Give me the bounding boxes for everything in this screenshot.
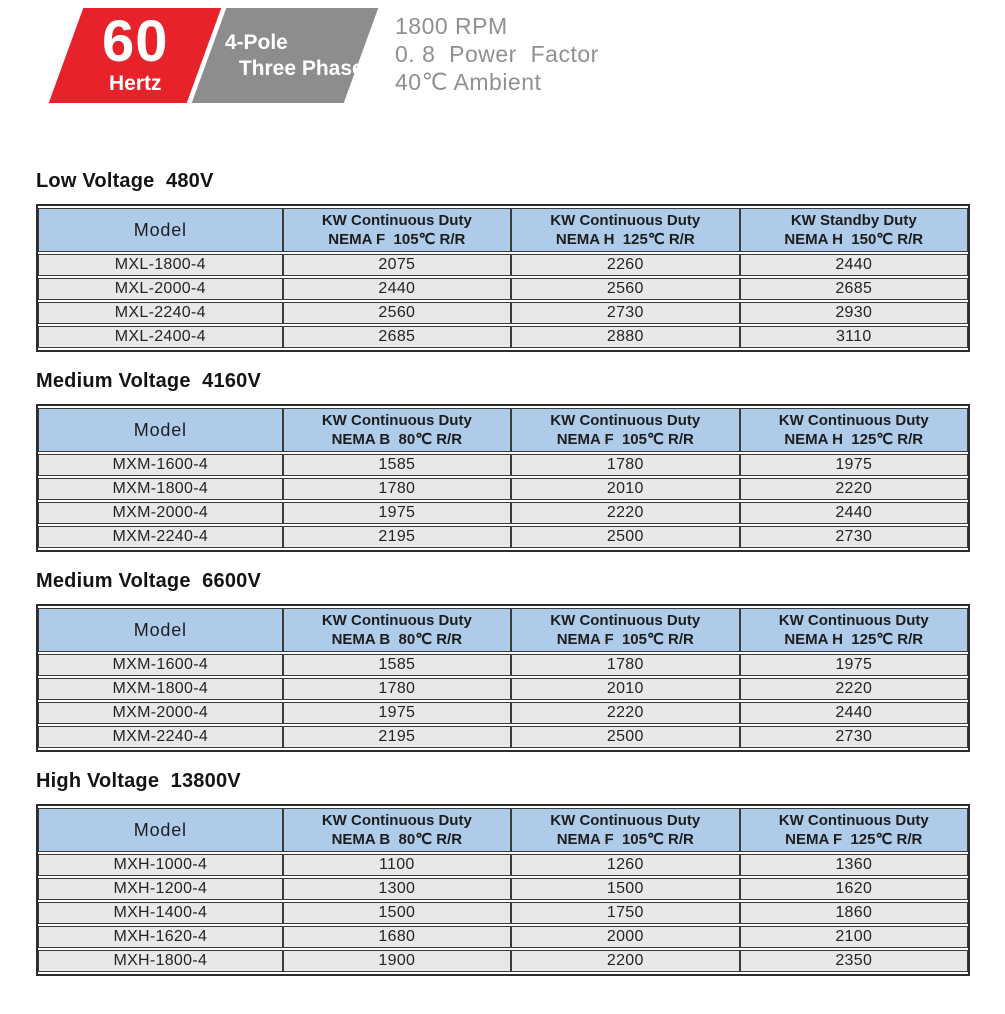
kw-value-cell: 2220 bbox=[511, 702, 739, 724]
model-cell: MXL-2400-4 bbox=[38, 326, 283, 348]
frequency-unit: Hertz bbox=[108, 72, 162, 95]
kw-value-cell: 2440 bbox=[740, 702, 969, 724]
table-row bbox=[38, 726, 968, 748]
kw-value-cell: 1975 bbox=[740, 654, 969, 676]
table-row bbox=[38, 478, 968, 500]
table-row bbox=[38, 902, 968, 924]
frequency-value: 60 bbox=[101, 9, 169, 74]
kw-value-cell: 2440 bbox=[740, 254, 969, 276]
model-cell: MXM-2240-4 bbox=[38, 726, 283, 748]
model-column-header: Model bbox=[38, 208, 283, 252]
low-voltage-table bbox=[38, 206, 968, 350]
kw-value-cell: 1585 bbox=[283, 454, 511, 476]
pole-phase-badge bbox=[192, 8, 379, 103]
model-cell: MXL-2240-4 bbox=[38, 302, 283, 324]
spec-list bbox=[395, 12, 599, 96]
kw-value-cell: 1780 bbox=[511, 654, 739, 676]
rpm-spec: 1800 RPM bbox=[395, 13, 508, 39]
model-cell: MXH-1800-4 bbox=[38, 950, 283, 972]
kw-value-cell: 1900 bbox=[283, 950, 511, 972]
kw-value-cell: 1975 bbox=[740, 454, 969, 476]
kw-value-cell: 2730 bbox=[740, 726, 969, 748]
kw-value-cell: 3110 bbox=[740, 326, 969, 348]
kw-value-cell: 2685 bbox=[740, 278, 969, 300]
kw-value-cell: 2880 bbox=[511, 326, 739, 348]
table-row bbox=[38, 254, 968, 276]
table-row bbox=[38, 854, 968, 876]
high-voltage-table bbox=[38, 806, 968, 974]
section-heading-high-voltage: High Voltage 13800V bbox=[36, 770, 241, 792]
model-cell: MXH-1000-4 bbox=[38, 854, 283, 876]
kw-value-cell: 1780 bbox=[283, 478, 511, 500]
kw-value-cell: 2010 bbox=[511, 478, 739, 500]
model-cell: MXM-1800-4 bbox=[38, 678, 283, 700]
kw-value-cell: 2730 bbox=[740, 526, 969, 548]
model-cell: MXM-1600-4 bbox=[38, 654, 283, 676]
kw-value-cell: 1500 bbox=[511, 878, 739, 900]
table-row bbox=[38, 654, 968, 676]
kw-column-header: KW Continuous Duty NEMA F 105℃ R/R bbox=[511, 808, 739, 852]
header-row bbox=[38, 808, 968, 852]
kw-column-header: KW Standby Duty NEMA H 150℃ R/R bbox=[740, 208, 969, 252]
kw-value-cell: 2930 bbox=[740, 302, 969, 324]
kw-value-cell: 1260 bbox=[511, 854, 739, 876]
section-heading-medium-voltage-6600: Medium Voltage 6600V bbox=[36, 570, 262, 592]
kw-value-cell: 2000 bbox=[511, 926, 739, 948]
kw-value-cell: 2685 bbox=[283, 326, 511, 348]
table-row bbox=[38, 926, 968, 948]
kw-value-cell: 1360 bbox=[740, 854, 969, 876]
model-cell: MXM-2000-4 bbox=[38, 702, 283, 724]
section-heading-low-voltage: Low Voltage 480V bbox=[36, 170, 214, 192]
kw-value-cell: 2220 bbox=[740, 478, 969, 500]
medium-voltage-6600-section bbox=[0, 570, 1005, 752]
medium-voltage-4160-table-frame bbox=[36, 404, 970, 552]
table-row bbox=[38, 878, 968, 900]
kw-column-header: KW Continuous Duty NEMA H 125℃ R/R bbox=[511, 208, 739, 252]
header-row bbox=[38, 608, 968, 652]
kw-value-cell: 2500 bbox=[511, 526, 739, 548]
high-voltage-table-frame bbox=[36, 804, 970, 976]
kw-value-cell: 1780 bbox=[511, 454, 739, 476]
kw-value-cell: 2730 bbox=[511, 302, 739, 324]
kw-column-header: KW Continuous Duty NEMA F 105℃ R/R bbox=[511, 408, 739, 452]
model-cell: MXH-1200-4 bbox=[38, 878, 283, 900]
table-row bbox=[38, 502, 968, 524]
kw-value-cell: 2440 bbox=[740, 502, 969, 524]
badge-group bbox=[0, 8, 364, 103]
page-header bbox=[0, 0, 1005, 104]
table-row bbox=[38, 702, 968, 724]
kw-value-cell: 1975 bbox=[283, 702, 511, 724]
kw-value-cell: 1680 bbox=[283, 926, 511, 948]
kw-value-cell: 2075 bbox=[283, 254, 511, 276]
kw-value-cell: 1100 bbox=[283, 854, 511, 876]
phase-label: Three Phase bbox=[239, 56, 364, 80]
kw-value-cell: 2260 bbox=[511, 254, 739, 276]
kw-value-cell: 1585 bbox=[283, 654, 511, 676]
kw-value-cell: 2440 bbox=[283, 278, 511, 300]
kw-value-cell: 2560 bbox=[511, 278, 739, 300]
kw-value-cell: 2220 bbox=[740, 678, 969, 700]
model-cell: MXL-2000-4 bbox=[38, 278, 283, 300]
model-cell: MXM-2000-4 bbox=[38, 502, 283, 524]
kw-value-cell: 2220 bbox=[511, 502, 739, 524]
model-cell: MXM-1600-4 bbox=[38, 454, 283, 476]
table-row bbox=[38, 678, 968, 700]
header-row bbox=[38, 208, 968, 252]
kw-column-header: KW Continuous Duty NEMA F 105℃ R/R bbox=[511, 608, 739, 652]
kw-column-header: KW Continuous Duty NEMA B 80℃ R/R bbox=[283, 408, 511, 452]
kw-value-cell: 2010 bbox=[511, 678, 739, 700]
kw-column-header: KW Continuous Duty NEMA F 105℃ R/R bbox=[283, 208, 511, 252]
kw-value-cell: 2100 bbox=[740, 926, 969, 948]
power-factor-spec: 0. 8 Power Factor bbox=[395, 41, 599, 67]
kw-value-cell: 1860 bbox=[740, 902, 969, 924]
kw-column-header: KW Continuous Duty NEMA F 125℃ R/R bbox=[740, 808, 969, 852]
medium-voltage-6600-table-frame bbox=[36, 604, 970, 752]
model-column-header: Model bbox=[38, 608, 283, 652]
medium-voltage-4160-section bbox=[0, 370, 1005, 552]
pole-label: 4-Pole bbox=[225, 30, 289, 54]
kw-value-cell: 1500 bbox=[283, 902, 511, 924]
medium-voltage-4160-table bbox=[38, 406, 968, 550]
kw-column-header: KW Continuous Duty NEMA H 125℃ R/R bbox=[740, 608, 969, 652]
model-cell: MXH-1620-4 bbox=[38, 926, 283, 948]
kw-value-cell: 1975 bbox=[283, 502, 511, 524]
kw-value-cell: 2200 bbox=[511, 950, 739, 972]
table-row bbox=[38, 526, 968, 548]
frequency-badge bbox=[49, 8, 222, 103]
model-cell: MXM-2240-4 bbox=[38, 526, 283, 548]
kw-column-header: KW Continuous Duty NEMA B 80℃ R/R bbox=[283, 608, 511, 652]
kw-value-cell: 2560 bbox=[283, 302, 511, 324]
kw-value-cell: 1750 bbox=[511, 902, 739, 924]
kw-value-cell: 1780 bbox=[283, 678, 511, 700]
section-heading-medium-voltage-4160: Medium Voltage 4160V bbox=[36, 370, 262, 392]
table-row bbox=[38, 950, 968, 972]
medium-voltage-6600-table bbox=[38, 606, 968, 750]
model-cell: MXM-1800-4 bbox=[38, 478, 283, 500]
low-voltage-table-frame bbox=[36, 204, 970, 352]
table-row bbox=[38, 454, 968, 476]
ambient-spec: 40℃ Ambient bbox=[395, 69, 542, 95]
kw-value-cell: 1300 bbox=[283, 878, 511, 900]
table-row bbox=[38, 278, 968, 300]
header-row bbox=[38, 408, 968, 452]
kw-value-cell: 2500 bbox=[511, 726, 739, 748]
model-cell: MXL-1800-4 bbox=[38, 254, 283, 276]
table-row bbox=[38, 302, 968, 324]
model-cell: MXH-1400-4 bbox=[38, 902, 283, 924]
model-column-header: Model bbox=[38, 808, 283, 852]
kw-value-cell: 2195 bbox=[283, 726, 511, 748]
kw-column-header: KW Continuous Duty NEMA H 125℃ R/R bbox=[740, 408, 969, 452]
kw-value-cell: 2350 bbox=[740, 950, 969, 972]
kw-value-cell: 2195 bbox=[283, 526, 511, 548]
high-voltage-section bbox=[0, 770, 1005, 976]
kw-value-cell: 1620 bbox=[740, 878, 969, 900]
model-column-header: Model bbox=[38, 408, 283, 452]
table-row bbox=[38, 326, 968, 348]
kw-column-header: KW Continuous Duty NEMA B 80℃ R/R bbox=[283, 808, 511, 852]
low-voltage-section bbox=[0, 170, 1005, 352]
